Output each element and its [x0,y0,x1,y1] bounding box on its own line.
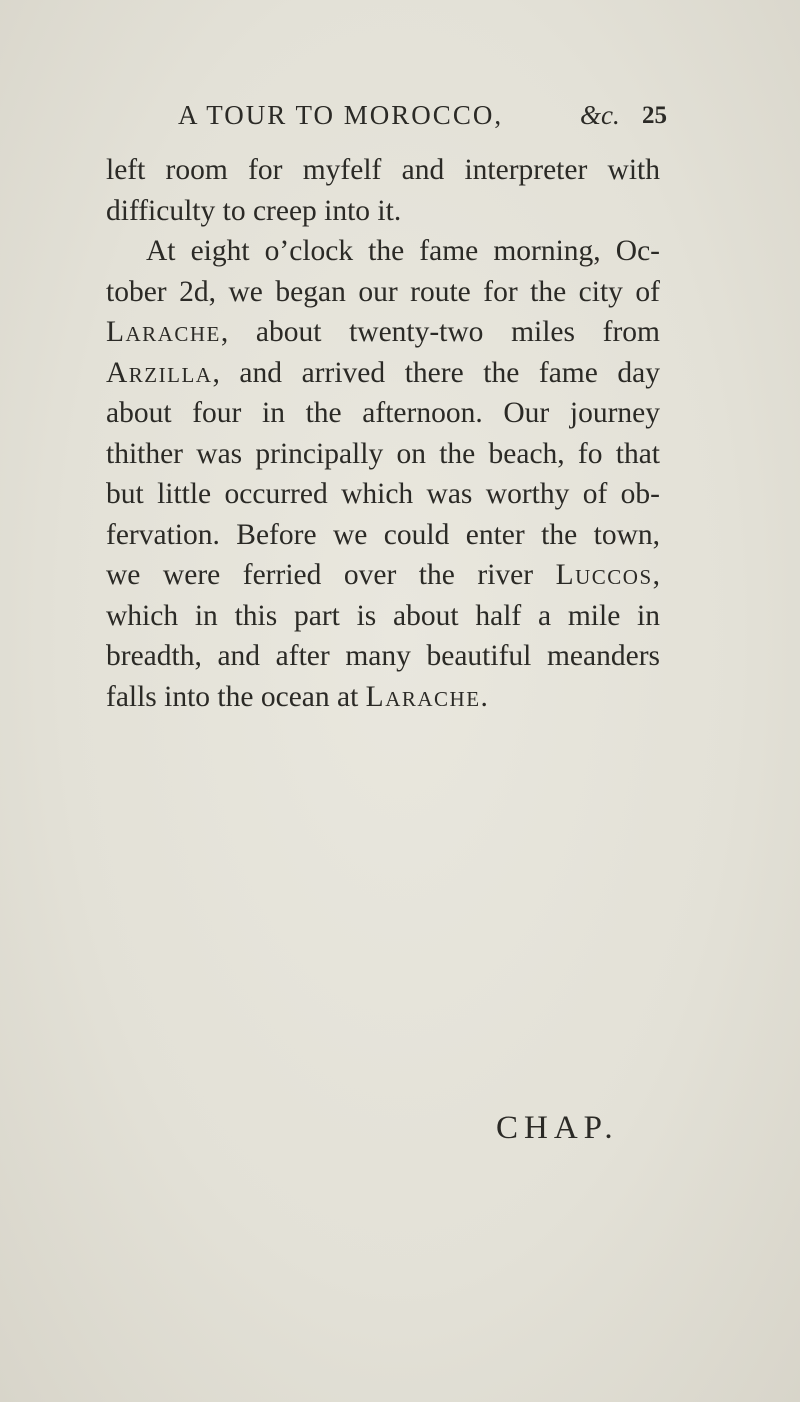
catchword: CHAP. [496,1110,619,1146]
header-etc: &c. [580,100,620,130]
text-fragment: , and arrived there the fame day [212,356,660,389]
text-line: which in this part is about half a mile in [106,599,660,632]
text-fragment: , about twenty-two miles from [220,316,660,348]
text-line: breadth, and after many beautiful meanders [106,640,660,672]
text-line: thither was principally on the beach, fo that [106,437,660,470]
text-fragment: we were ferried over the river [106,559,556,591]
text-fragment: , [652,559,660,591]
body-text [106,150,660,717]
text-line: difficulty to creep into it. [106,194,402,227]
text-line: left room for myfelf and interpreter with [106,154,660,186]
text-line [106,677,660,718]
text-line: about four in the afternoon. Our journey [106,397,660,429]
text-fragment: . [480,680,488,713]
header-title: A TOUR TO MOROCCO, [178,100,504,130]
text-line: but little occurred which was worthy of ob- [106,478,660,510]
place-name: Luccos [555,559,653,591]
text-line [106,312,660,353]
text-line [106,555,660,596]
text-line: At eight o’clock the fame morning, Oc- [146,235,660,267]
text-fragment: falls into the ocean at [106,680,366,713]
page-number: 25 [642,102,667,129]
place-name: Arzilla [106,356,213,389]
text-line: fervation. Before we could enter the town, [106,518,660,551]
text-line [106,353,660,394]
text-line: tober 2d, we began our route for the city of [106,275,660,308]
place-name: Larache [106,316,221,348]
place-name: Larache [365,680,481,713]
